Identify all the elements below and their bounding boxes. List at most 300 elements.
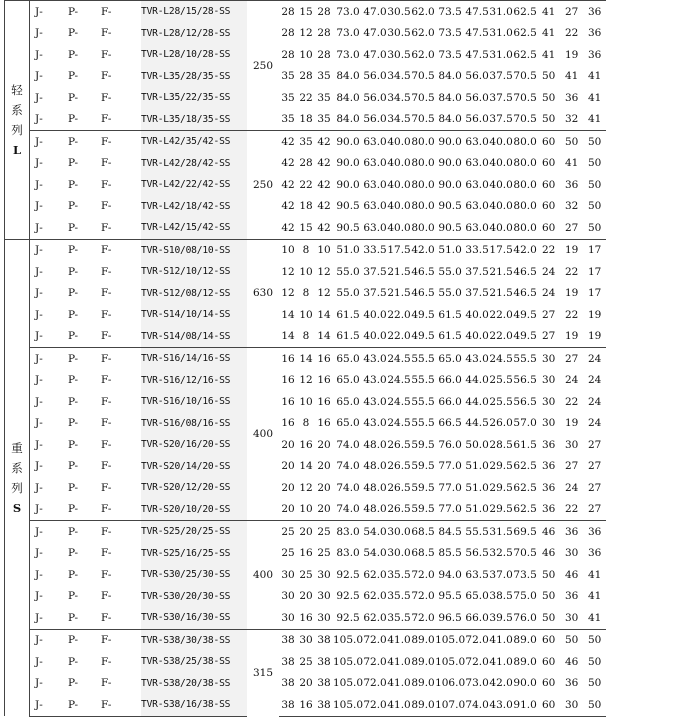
pressure-cell: 250 bbox=[247, 131, 279, 240]
table-row bbox=[5, 283, 607, 305]
table-row bbox=[5, 434, 607, 456]
code-cell: F- bbox=[96, 131, 141, 153]
model-cell: TVR-S20/12/20-SS bbox=[141, 477, 247, 499]
dimension-cell: 50 bbox=[583, 131, 606, 153]
dimension-cell: 29.5 bbox=[489, 460, 513, 473]
dimension-cell: 80.0 bbox=[513, 131, 537, 153]
dimension-cell: 90.0 bbox=[336, 178, 360, 191]
dimension-cell: 61.5 bbox=[438, 308, 462, 321]
dimension-cell: 40.0 bbox=[387, 157, 411, 170]
model-cell: TVR-L42/18/42-SS bbox=[141, 196, 247, 218]
dimension-cell: 21.5 bbox=[387, 287, 411, 300]
dimension-cell: 35 bbox=[317, 91, 331, 104]
code-cell: P- bbox=[63, 629, 96, 651]
model-cell: TVR-L35/28/35-SS bbox=[141, 66, 247, 88]
dimension-cell: 22 bbox=[299, 91, 313, 104]
dimension-cell: 30 bbox=[317, 611, 331, 624]
table-row bbox=[5, 304, 607, 326]
dimension-cell: 50 bbox=[587, 178, 602, 191]
dimension-cell: 74.0 bbox=[336, 481, 360, 494]
code-cell: F- bbox=[101, 48, 112, 61]
dimension-cell: 36 bbox=[541, 503, 556, 516]
model-cell: TVR-L28/10/28-SS bbox=[141, 44, 247, 66]
model-cell: TVR-S16/12/16-SS bbox=[141, 370, 247, 392]
code-cell: J- bbox=[35, 460, 43, 473]
dimension-cell: 30 bbox=[541, 374, 556, 387]
table-row bbox=[5, 694, 607, 716]
dimension-cell: 105.0 bbox=[333, 629, 363, 651]
dimension-cell: 28 bbox=[281, 27, 295, 40]
code-cell: J- bbox=[35, 481, 43, 494]
dimension-cell: 15 bbox=[297, 1, 315, 23]
dimension-cell: 14 bbox=[281, 330, 295, 343]
dimension-cell: 62.5 bbox=[513, 460, 537, 473]
dimension-cell: 16 bbox=[297, 694, 315, 716]
dimension-cell: 57.0 bbox=[513, 417, 537, 430]
model-cell: TVR-L42/22/42-SS bbox=[141, 174, 247, 196]
dimension-cell: 75.0 bbox=[513, 590, 537, 603]
dimension-cell: 80.0 bbox=[513, 178, 537, 191]
dimension-cell: 36 bbox=[564, 677, 579, 690]
dimension-cell: 50 bbox=[541, 611, 556, 624]
dimension-cell: 66.0 bbox=[465, 611, 489, 624]
dimension-cell: 46.5 bbox=[513, 265, 537, 278]
dimension-cell: 83.0 bbox=[336, 547, 360, 560]
code-cell: P- bbox=[63, 239, 96, 261]
code-cell: F- bbox=[101, 70, 112, 83]
dimension-cell: 63.5 bbox=[465, 568, 489, 581]
dimension-cell: 35.5 bbox=[387, 568, 411, 581]
dimension-cell: 29.5 bbox=[489, 481, 513, 494]
table-row bbox=[5, 239, 607, 261]
dimension-cell: 24 bbox=[541, 265, 556, 278]
dimension-cell: 28 bbox=[315, 1, 333, 23]
dimension-cell: 40.0 bbox=[363, 308, 387, 321]
code-cell: J- bbox=[35, 91, 43, 104]
code-cell: P- bbox=[68, 395, 79, 408]
dimension-cell: 32 bbox=[564, 200, 579, 213]
dimension-cell: 28.5 bbox=[489, 438, 513, 451]
code-cell: P- bbox=[68, 113, 79, 126]
dimension-cell: 41.0 bbox=[387, 655, 411, 668]
code-cell: F- bbox=[101, 611, 112, 624]
code-cell: P- bbox=[68, 27, 79, 40]
dimension-cell: 68.5 bbox=[411, 547, 435, 560]
model-cell: TVR-S16/14/16-SS bbox=[141, 348, 247, 370]
dimension-cell: 24.5 bbox=[387, 395, 411, 408]
dimension-cell: 84.0 bbox=[438, 113, 462, 126]
dimension-cell: 43.0 bbox=[363, 417, 387, 430]
dimension-cell: 14 bbox=[299, 460, 313, 473]
model-cell: TVR-S10/08/10-SS bbox=[141, 239, 247, 261]
series-char: 重 bbox=[11, 440, 23, 455]
dimension-cell: 38 bbox=[315, 694, 333, 716]
code-cell: F- bbox=[101, 200, 112, 213]
dimension-cell: 27 bbox=[541, 308, 556, 321]
dimension-cell: 63.0 bbox=[465, 200, 489, 213]
dimension-cell: 36 bbox=[541, 460, 556, 473]
dimension-cell: 16 bbox=[317, 395, 331, 408]
dimension-cell: 69.5 bbox=[513, 521, 537, 543]
dimension-cell: 8 bbox=[302, 287, 310, 300]
dimension-cell: 73.0 bbox=[336, 48, 360, 61]
dimension-cell: 41 bbox=[587, 70, 602, 83]
dimension-cell: 62.0 bbox=[363, 590, 387, 603]
dimension-cell: 10 bbox=[299, 395, 313, 408]
dimension-cell: 73.5 bbox=[438, 48, 462, 61]
dimension-cell: 34.5 bbox=[387, 113, 411, 126]
dimension-cell: 73.5 bbox=[438, 27, 462, 40]
code-cell: F- bbox=[101, 157, 112, 170]
dimension-cell: 16 bbox=[317, 417, 331, 430]
dimension-cell: 48.0 bbox=[363, 503, 387, 516]
dimension-cell: 8 bbox=[302, 330, 310, 343]
dimension-cell: 89.0 bbox=[513, 629, 537, 651]
dimension-cell: 27 bbox=[587, 481, 602, 494]
dimension-cell: 72.0 bbox=[411, 611, 435, 624]
dimension-cell: 50 bbox=[541, 91, 556, 104]
dimension-cell: 22.0 bbox=[387, 330, 411, 343]
dimension-cell: 73.0 bbox=[336, 27, 360, 40]
dimension-cell: 35 bbox=[281, 91, 295, 104]
dimension-cell: 60 bbox=[541, 200, 556, 213]
spec-table-container bbox=[4, 0, 606, 717]
dimension-cell: 19 bbox=[564, 417, 579, 430]
code-cell: F- bbox=[101, 568, 112, 581]
dimension-cell: 63.0 bbox=[363, 157, 387, 170]
code-cell: F- bbox=[101, 677, 112, 690]
dimension-cell: 41 bbox=[537, 1, 560, 23]
dimension-cell: 28 bbox=[281, 48, 295, 61]
code-cell: J- bbox=[35, 308, 43, 321]
code-cell: P- bbox=[63, 521, 96, 543]
dimension-cell: 90.5 bbox=[438, 200, 462, 213]
dimension-cell: 72.0 bbox=[363, 677, 387, 690]
dimension-cell: 24 bbox=[587, 417, 602, 430]
table-row bbox=[5, 370, 607, 392]
dimension-cell: 35 bbox=[281, 70, 295, 83]
dimension-cell: 85.5 bbox=[438, 547, 462, 560]
dimension-cell: 41.0 bbox=[387, 629, 411, 651]
dimension-cell: 60 bbox=[541, 677, 556, 690]
dimension-cell: 38 bbox=[279, 629, 297, 651]
dimension-cell: 10 bbox=[315, 239, 333, 261]
code-cell: P- bbox=[68, 503, 79, 516]
dimension-cell: 59.5 bbox=[411, 481, 435, 494]
dimension-cell: 61.5 bbox=[336, 330, 360, 343]
dimension-cell: 50 bbox=[587, 157, 602, 170]
series-char: 列 bbox=[11, 480, 23, 495]
dimension-cell: 80.0 bbox=[513, 221, 537, 234]
dimension-cell: 63.0 bbox=[363, 178, 387, 191]
dimension-cell: 90.0 bbox=[435, 131, 465, 153]
dimension-cell: 37.5 bbox=[363, 265, 387, 278]
dimension-cell: 36 bbox=[541, 438, 556, 451]
dimension-cell: 62.5 bbox=[513, 503, 537, 516]
dimension-cell: 30 bbox=[281, 611, 295, 624]
dimension-cell: 80.0 bbox=[411, 131, 435, 153]
dimension-cell: 20 bbox=[317, 438, 331, 451]
code-cell: P- bbox=[68, 460, 79, 473]
table-row bbox=[5, 607, 607, 629]
dimension-cell: 107.0 bbox=[435, 694, 465, 716]
dimension-cell: 25.5 bbox=[489, 374, 513, 387]
dimension-cell: 21.5 bbox=[489, 265, 513, 278]
dimension-cell: 10 bbox=[279, 239, 297, 261]
dimension-cell: 60 bbox=[537, 694, 560, 716]
dimension-cell: 60 bbox=[537, 131, 560, 153]
dimension-cell: 26.5 bbox=[387, 438, 411, 451]
dimension-cell: 62.0 bbox=[411, 27, 435, 40]
code-cell: J- bbox=[30, 348, 64, 370]
dimension-cell: 42 bbox=[317, 157, 331, 170]
dimension-cell: 27 bbox=[560, 348, 583, 370]
dimension-cell: 12 bbox=[299, 481, 313, 494]
dimension-cell: 62.0 bbox=[363, 568, 387, 581]
dimension-cell: 41.0 bbox=[489, 655, 513, 668]
dimension-cell: 16 bbox=[299, 611, 313, 624]
dimension-cell: 15 bbox=[299, 221, 313, 234]
dimension-cell: 35.5 bbox=[387, 590, 411, 603]
pressure-cell: 250 bbox=[247, 1, 279, 131]
code-cell: J- bbox=[35, 287, 43, 300]
dimension-cell: 42 bbox=[281, 200, 295, 213]
dimension-cell: 60 bbox=[541, 178, 556, 191]
dimension-cell: 73.0 bbox=[333, 1, 363, 23]
dimension-cell: 50 bbox=[541, 568, 556, 581]
dimension-cell: 10 bbox=[299, 265, 313, 278]
dimension-cell: 40.0 bbox=[489, 221, 513, 234]
dimension-cell: 63.0 bbox=[465, 221, 489, 234]
dimension-cell: 70.5 bbox=[411, 70, 435, 83]
series-char: L bbox=[12, 142, 22, 157]
dimension-cell: 48.0 bbox=[363, 460, 387, 473]
dimension-cell: 12 bbox=[299, 374, 313, 387]
dimension-cell: 47.0 bbox=[363, 1, 387, 23]
dimension-cell: 38 bbox=[279, 694, 297, 716]
dimension-cell: 62.5 bbox=[513, 1, 537, 23]
code-cell: J- bbox=[35, 48, 43, 61]
dimension-cell: 70.5 bbox=[513, 547, 537, 560]
dimension-cell: 59.5 bbox=[411, 438, 435, 451]
dimension-cell: 26.5 bbox=[387, 503, 411, 516]
dimension-cell: 84.0 bbox=[438, 70, 462, 83]
dimension-cell: 36 bbox=[587, 48, 602, 61]
code-cell: J- bbox=[35, 70, 43, 83]
table-row bbox=[5, 174, 607, 196]
dimension-cell: 36 bbox=[583, 521, 606, 543]
dimension-cell: 105.0 bbox=[435, 629, 465, 651]
dimension-cell: 80.0 bbox=[513, 200, 537, 213]
code-cell: F- bbox=[101, 503, 112, 516]
table-row bbox=[5, 456, 607, 478]
pressure-cell: 315 bbox=[247, 629, 279, 716]
dimension-cell: 42 bbox=[317, 178, 331, 191]
code-cell: F- bbox=[101, 395, 112, 408]
dimension-cell: 30 bbox=[317, 590, 331, 603]
dimension-cell: 84.0 bbox=[336, 70, 360, 83]
code-cell: J- bbox=[30, 694, 64, 716]
dimension-cell: 27 bbox=[560, 1, 583, 23]
dimension-cell: 55.0 bbox=[438, 287, 462, 300]
dimension-cell: 66.5 bbox=[438, 417, 462, 430]
dimension-cell: 68.5 bbox=[411, 521, 435, 543]
code-cell: J- bbox=[35, 547, 43, 560]
dimension-cell: 21.5 bbox=[387, 265, 411, 278]
dimension-cell: 43.0 bbox=[363, 348, 387, 370]
dimension-cell: 38.5 bbox=[489, 590, 513, 603]
dimension-cell: 24 bbox=[541, 287, 556, 300]
dimension-cell: 26.5 bbox=[387, 481, 411, 494]
dimension-cell: 14 bbox=[317, 330, 331, 343]
dimension-cell: 50 bbox=[541, 113, 556, 126]
dimension-cell: 80.0 bbox=[411, 178, 435, 191]
code-cell: P- bbox=[68, 308, 79, 321]
dimension-cell: 41.0 bbox=[387, 677, 411, 690]
dimension-cell: 59.5 bbox=[411, 460, 435, 473]
code-cell: P- bbox=[68, 70, 79, 83]
dimension-cell: 17 bbox=[587, 287, 602, 300]
dimension-cell: 106.0 bbox=[435, 677, 466, 690]
dimension-cell: 16 bbox=[281, 395, 295, 408]
dimension-cell: 30.0 bbox=[387, 547, 411, 560]
code-cell: P- bbox=[68, 330, 79, 343]
dimension-cell: 17.5 bbox=[489, 239, 513, 261]
dimension-cell: 73.5 bbox=[513, 568, 537, 581]
table-row bbox=[5, 629, 607, 651]
table-row bbox=[5, 153, 607, 175]
dimension-cell: 60 bbox=[537, 629, 560, 651]
dimension-cell: 20 bbox=[281, 481, 295, 494]
dimension-cell: 65.0 bbox=[336, 395, 360, 408]
code-cell: J- bbox=[35, 438, 43, 451]
dimension-cell: 37.5 bbox=[489, 113, 513, 126]
dimension-cell: 35 bbox=[281, 113, 295, 126]
dimension-cell: 27 bbox=[587, 503, 602, 516]
model-cell: TVR-S38/30/38-SS bbox=[141, 629, 247, 651]
table-row bbox=[5, 499, 607, 521]
series-char: 系 bbox=[11, 102, 23, 117]
dimension-cell: 40.0 bbox=[489, 200, 513, 213]
code-cell: J- bbox=[30, 239, 64, 261]
dimension-cell: 42.0 bbox=[489, 677, 513, 690]
dimension-cell: 16 bbox=[299, 547, 313, 560]
dimension-cell: 63.0 bbox=[363, 200, 387, 213]
dimension-cell: 50 bbox=[587, 677, 602, 690]
dimension-cell: 74.0 bbox=[336, 438, 360, 451]
dimension-cell: 92.5 bbox=[336, 611, 360, 624]
dimension-cell: 46 bbox=[541, 547, 556, 560]
dimension-cell: 31.0 bbox=[489, 1, 513, 23]
code-cell: J- bbox=[30, 1, 64, 23]
dimension-cell: 28 bbox=[317, 27, 331, 40]
dimension-cell: 22 bbox=[564, 27, 579, 40]
code-cell: J- bbox=[35, 113, 43, 126]
dimension-cell: 49.5 bbox=[411, 330, 435, 343]
dimension-cell: 55.0 bbox=[438, 265, 462, 278]
dimension-cell: 37.5 bbox=[489, 70, 513, 83]
dimension-cell: 105.0 bbox=[333, 655, 364, 668]
dimension-cell: 36 bbox=[564, 178, 579, 191]
code-cell: F- bbox=[101, 178, 112, 191]
dimension-cell: 33.5 bbox=[465, 239, 489, 261]
series-label-heavy bbox=[5, 239, 30, 716]
dimension-cell: 105.0 bbox=[333, 677, 364, 690]
code-cell: F- bbox=[101, 330, 112, 343]
series-char: 系 bbox=[11, 460, 23, 475]
dimension-cell: 22 bbox=[537, 239, 560, 261]
dimension-cell: 46.5 bbox=[411, 265, 435, 278]
dimension-cell: 63.0 bbox=[363, 221, 387, 234]
dimension-cell: 41 bbox=[587, 91, 602, 104]
code-cell: F- bbox=[101, 481, 112, 494]
dimension-cell: 27 bbox=[564, 460, 579, 473]
dimension-cell: 56.0 bbox=[363, 91, 387, 104]
dimension-cell: 66.0 bbox=[438, 374, 462, 387]
dimension-cell: 18 bbox=[299, 113, 313, 126]
code-cell: J- bbox=[35, 568, 43, 581]
code-cell: F- bbox=[101, 547, 112, 560]
dimension-cell: 94.0 bbox=[438, 568, 462, 581]
dimension-cell: 72.0 bbox=[363, 655, 387, 668]
dimension-cell: 56.0 bbox=[465, 91, 489, 104]
dimension-cell: 46 bbox=[564, 655, 579, 668]
dimension-cell: 42 bbox=[317, 200, 331, 213]
dimension-cell: 76.0 bbox=[513, 611, 537, 624]
dimension-cell: 20 bbox=[317, 460, 331, 473]
dimension-cell: 31.5 bbox=[489, 521, 513, 543]
dimension-cell: 50 bbox=[583, 694, 606, 716]
dimension-cell: 18 bbox=[299, 200, 313, 213]
dimension-cell: 55.5 bbox=[465, 521, 489, 543]
dimension-cell: 33.5 bbox=[363, 239, 387, 261]
dimension-cell: 50 bbox=[541, 590, 556, 603]
dimension-cell: 19 bbox=[564, 48, 579, 61]
dimension-cell: 60 bbox=[541, 157, 556, 170]
dimension-cell: 37.0 bbox=[489, 568, 513, 581]
code-cell: P- bbox=[68, 265, 79, 278]
model-cell: TVR-S20/14/20-SS bbox=[141, 456, 247, 478]
dimension-cell: 16 bbox=[315, 348, 333, 370]
series-label-light bbox=[5, 1, 30, 240]
dimension-cell: 55.0 bbox=[336, 287, 360, 300]
dimension-cell: 30.5 bbox=[387, 48, 411, 61]
dimension-cell: 25 bbox=[299, 568, 313, 581]
dimension-cell: 42 bbox=[315, 131, 333, 153]
dimension-cell: 46.5 bbox=[411, 287, 435, 300]
dimension-cell: 24.5 bbox=[387, 374, 411, 387]
dimension-cell: 42 bbox=[281, 178, 295, 191]
table-row bbox=[5, 66, 607, 88]
dimension-cell: 51.0 bbox=[465, 460, 489, 473]
dimension-cell: 66.0 bbox=[438, 395, 462, 408]
dimension-cell: 56.0 bbox=[363, 70, 387, 83]
model-cell: TVR-L42/28/42-SS bbox=[141, 153, 247, 175]
dimension-cell: 91.0 bbox=[513, 694, 537, 716]
dimension-cell: 16 bbox=[299, 438, 313, 451]
model-cell: TVR-S30/20/30-SS bbox=[141, 586, 247, 608]
dimension-cell: 41 bbox=[541, 48, 556, 61]
dimension-cell: 80.0 bbox=[411, 157, 435, 170]
table-row bbox=[5, 391, 607, 413]
dimension-cell: 55.0 bbox=[336, 265, 360, 278]
table-row bbox=[5, 477, 607, 499]
code-cell: F- bbox=[96, 1, 141, 23]
code-cell: F- bbox=[101, 460, 112, 473]
model-cell: TVR-L35/18/35-SS bbox=[141, 109, 247, 131]
dimension-cell: 65.0 bbox=[336, 417, 360, 430]
dimension-cell: 65.0 bbox=[435, 348, 465, 370]
